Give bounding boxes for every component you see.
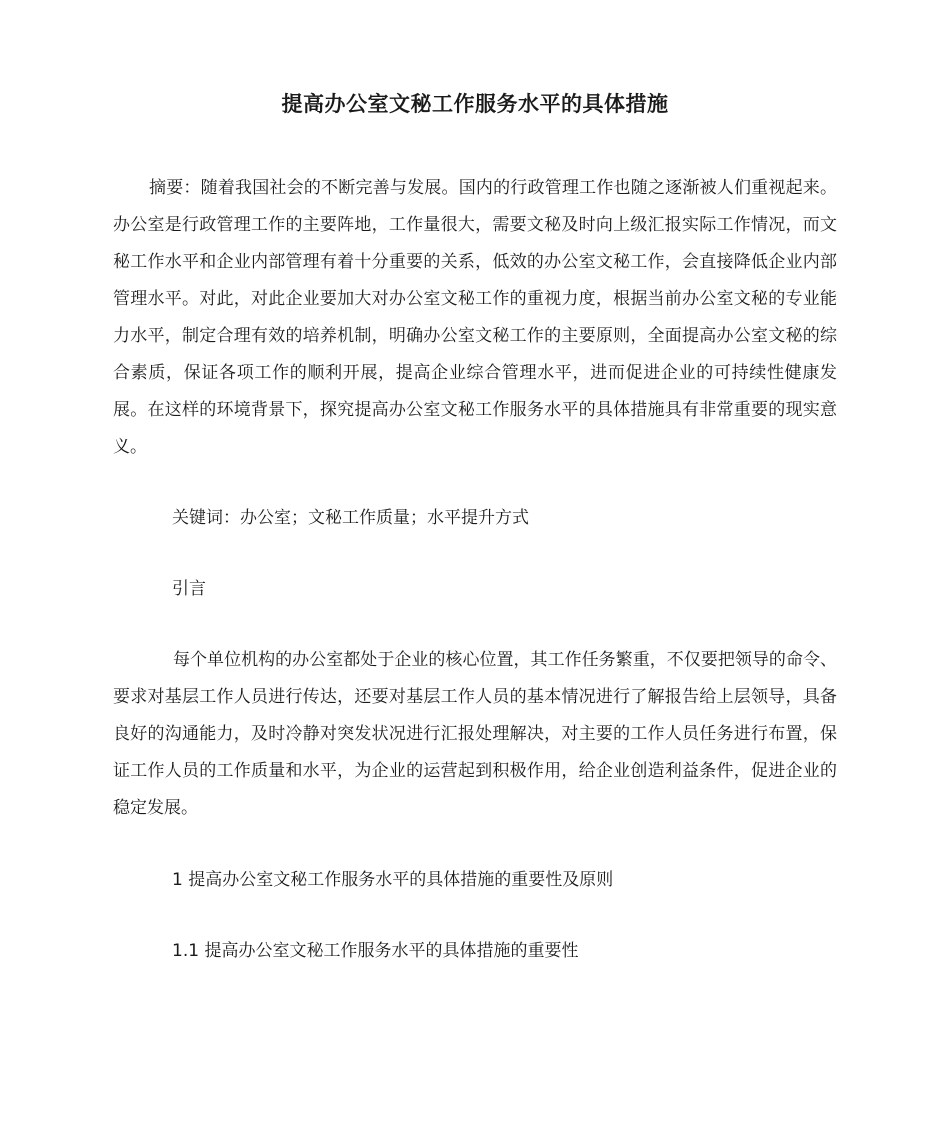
introduction-paragraph: 每个单位机构的办公室都处于企业的核心位置，其工作任务繁重，不仅要把领导的命令、要求对基层工作人员进行传达，还要对基层工作人员的基本情况进行了解报告给上层领导，具备良好的沟通能力，及时冷静对突发状况进行汇报处理解决，对主要的工作人员任务进行布置，保证工作人员的工作质量和水平，为企业的运营起到积极作用，给企业创造利益条件，促进企业的稳定发展。	[113, 650, 837, 818]
document-title: 提高办公室文秘工作服务水平的具体措施	[281, 92, 669, 116]
keywords-line: 关键词：办公室；文秘工作质量；水平提升方式	[172, 508, 529, 528]
section-1-heading: 1 提高办公室文秘工作服务水平的具体措施的重要性及原则	[172, 870, 614, 890]
introduction-heading: 引言	[172, 579, 206, 599]
section-1-1-heading: 1.1 提高办公室文秘工作服务水平的具体措施的重要性	[172, 941, 579, 961]
abstract-paragraph: 摘要：随着我国社会的不断完善与发展。国内的行政管理工作也随之逐渐被人们重视起来。办公室是行政管理工作的主要阵地，工作量很大，需要文秘及时向上级汇报实际工作情况，而文秘工作水平和企业内部管理有着十分重要的关系，低效的办公室文秘工作，会直接降低企业内部管理水平。对此，对此企业要加大对办公室文秘工作的重视力度，根据当前办公室文秘的专业能力水平，制定合理有效的培养机制，明确办公室文秘工作的主要原则，全面提高办公室文秘的综合素质，保证各项工作的顺利开展，提高企业综合管理水平，进而促进企业的可持续性健康发展。在这样的环境背景下，探究提高办公室文秘工作服务水平的具体措施具有非常重要的现实意义。	[113, 178, 837, 457]
